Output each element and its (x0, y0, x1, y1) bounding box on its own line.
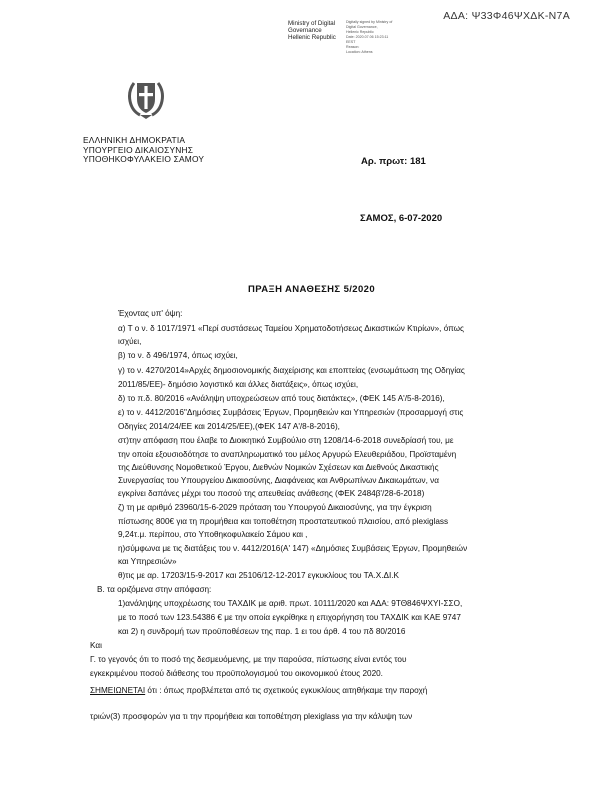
signature-detail-line: EEST (346, 40, 356, 44)
signature-line: Hellenic Republic (288, 34, 336, 41)
ada-code: ΑΔΑ: Ψ33Φ46ΨΧΔΚ-Ν7Α (443, 10, 570, 22)
body-line: εγκρίνει δαπάνες μέχρι του ποσού της απευθείας ανάθεσης (ΦΕΚ 2484β'/28-6-2018) (118, 489, 425, 498)
body-line: Οδηγίες 2014/24/ΕΕ και 2014/25/ΕΕ),(ΦΕΚ 147 Α'/8-8-2016), (118, 422, 340, 431)
signature-line: Governance (288, 27, 322, 34)
body-line: θ)τις με αρ. 17203/15-9-2017 και 25106/12-12-2017 εγκυκλίους του ΤΑ.Χ.ΔΙ.Κ (118, 571, 399, 580)
issuer-block (83, 136, 204, 165)
body-line: 1)ανάληψης υποχρέωσης του ΤΑΧΔΙΚ με αριθ. πρωτ. 10111/2020 και ΑΔΑ: 9ΤΘ846ΨΧΥΙ-ΣΣΟ, (118, 599, 463, 608)
body-line: Και (90, 641, 102, 650)
body-line: και Υπηρεσιών» (118, 557, 177, 566)
body-line: Β. τα οριζόμενα στην απόφαση: (97, 585, 212, 594)
body-line: ε) το ν. 4412/2016"Δημόσιες Συμβάσεις Έργων, Προμηθειών και Υπηρεσιών (προσαρμογή στις (118, 408, 464, 417)
body-line: την οποία εξουσιοδότησε το αναπληρωματικό του μέλος Αργυρώ Ελευθεριάδου, Προϊσταμένη (118, 450, 457, 459)
greek-coat-of-arms-icon (126, 77, 166, 121)
body-line: α) Τ ο ν. δ 1017/1971 «Περί συστάσεως Ταμείου Χρηματοδοτήσεως Δικαστικών Κτιρίων», όπως (118, 324, 464, 333)
signature-detail-line: Date: 2020.07.06 15:23:11 (346, 35, 389, 39)
body-line: 2011/85/ΕΕ)- δημόσιο λογιστικό και άλλες διατάξεις», όπως ισχύει, (118, 380, 359, 389)
signature-detail-line: Hellenic Republic (346, 30, 374, 34)
document-title: ΠΡΑΞΗ ΑΝΑΘΕΣΗΣ 5/2020 (248, 284, 376, 295)
note-label: ΣΗΜΕΙΩΝΕΤΑΙ (90, 686, 146, 695)
signature-detail-line: Location: Athens (346, 50, 373, 54)
issuer-line: ΥΠΟΘΗΚΟΦΥΛΑΚΕΙΟ ΣΑΜΟΥ (83, 154, 205, 165)
digital-signature-label (288, 20, 336, 41)
body-line: της Διεύθυνσης Νομοθετικού Έργου, Διεθνών Νομικών Σχέσεων και Διεθνούς Δικαστικής (118, 463, 439, 472)
body-line: η)σύμφωνα με τις διατάξεις του ν. 4412/2016(Α' 147) «Δημόσιες Συμβάσεις Έργων, Προμηθειών (118, 544, 468, 553)
body-line: 9,24τ.μ. περίπου, στο Υποθηκοφυλακείο Σάμου και , (118, 530, 308, 539)
signature-detail-line: Digital Governance, (346, 25, 378, 29)
body-line: β) το ν. δ 496/1974, όπως ισχύει, (118, 351, 238, 360)
signature-line: Ministry of Digital (288, 20, 336, 27)
body-line: δ) το π.δ. 80/2016 «Ανάληψη υποχρεώσεων από τους διατάκτες», (ΦΕΚ 145 Α'/5-8-2016), (118, 394, 445, 403)
body-line: γ) το ν. 4270/2014»Αρχές δημοσιονομικής διαχείρισης και εποπτείας (ενσωμάτωση της Οδηγίας (118, 366, 465, 375)
body-line: ισχύει, (118, 337, 142, 346)
body-line: με το ποσό των 123.54386 € με την οποία εγκρίθηκε η επιχορήγηση του ΤΑΧΔΙΚ και ΚΑΕ 9747 (118, 613, 461, 622)
body-line: ζ) τη με αριθμό 23960/15-6-2029 πρόταση του Υπουργού Δικαιοσύνης, για την έγκριση (118, 503, 432, 512)
body-line: και 2) η συνδρομή των προϋποθέσεων της παρ. 1 ει του άρθ. 4 του πδ 80/2016 (118, 627, 406, 636)
signature-detail-line: Reason: (346, 45, 360, 49)
place-date: ΣΑΜΟΣ, 6-07-2020 (360, 213, 443, 224)
protocol-number: Αρ. πρωτ: 181 (361, 156, 426, 167)
body-line: τριών(3) προσφορών για τι την προμήθεια και τοποθέτηση plexiglass για την κάλυψη των (90, 712, 413, 721)
body-line: ΣΗΜΕΙΩΝΕΤΑΙ ότι : όπως προβλέπεται από τις σχετικούς εγκυκλίους αιτηθήκαμε την παροχή (90, 686, 428, 695)
body-line: πίστωσης 800€ για τη προμήθεια και τοποθέτηση προστατευτικού πλαισίου, από plexiglass (118, 517, 449, 526)
body-line: Έχοντας υπ' όψη: (118, 309, 183, 318)
issuer-line: ΥΠΟΥΡΓΕΙΟ ΔΙΚΑΙΟΣΥΝΗΣ (83, 144, 194, 155)
body-line: στ)την απόφαση που έλαβε το Διοικητικό Συμβούλιο στη 1208/14-6-2018 συνεδρίασή του, με (118, 436, 454, 445)
body-line: Συνεργασίας του Υπουργείου Δικαιοσύνης, Διαφάνειας και Ανθρωπίνων Δικαιωμάτων, να (118, 476, 439, 485)
issuer-line: ΕΛΛΗΝΙΚΗ ΔΗΜΟΚΡΑΤΙΑ (83, 135, 186, 145)
signature-detail-line: Digitally signed by Ministry of (346, 20, 393, 24)
body-line: εγκεκριμένου ποσού διάθεσης του προϋπολογισμού του οικονομικού έτους 2020. (90, 669, 383, 678)
digital-signature-details (346, 20, 416, 55)
body-line: Γ. το γεγονός ότι το ποσό της δεσμευόμενης, με την παρούσα, πίστωσης είναι εντός του (90, 655, 407, 664)
